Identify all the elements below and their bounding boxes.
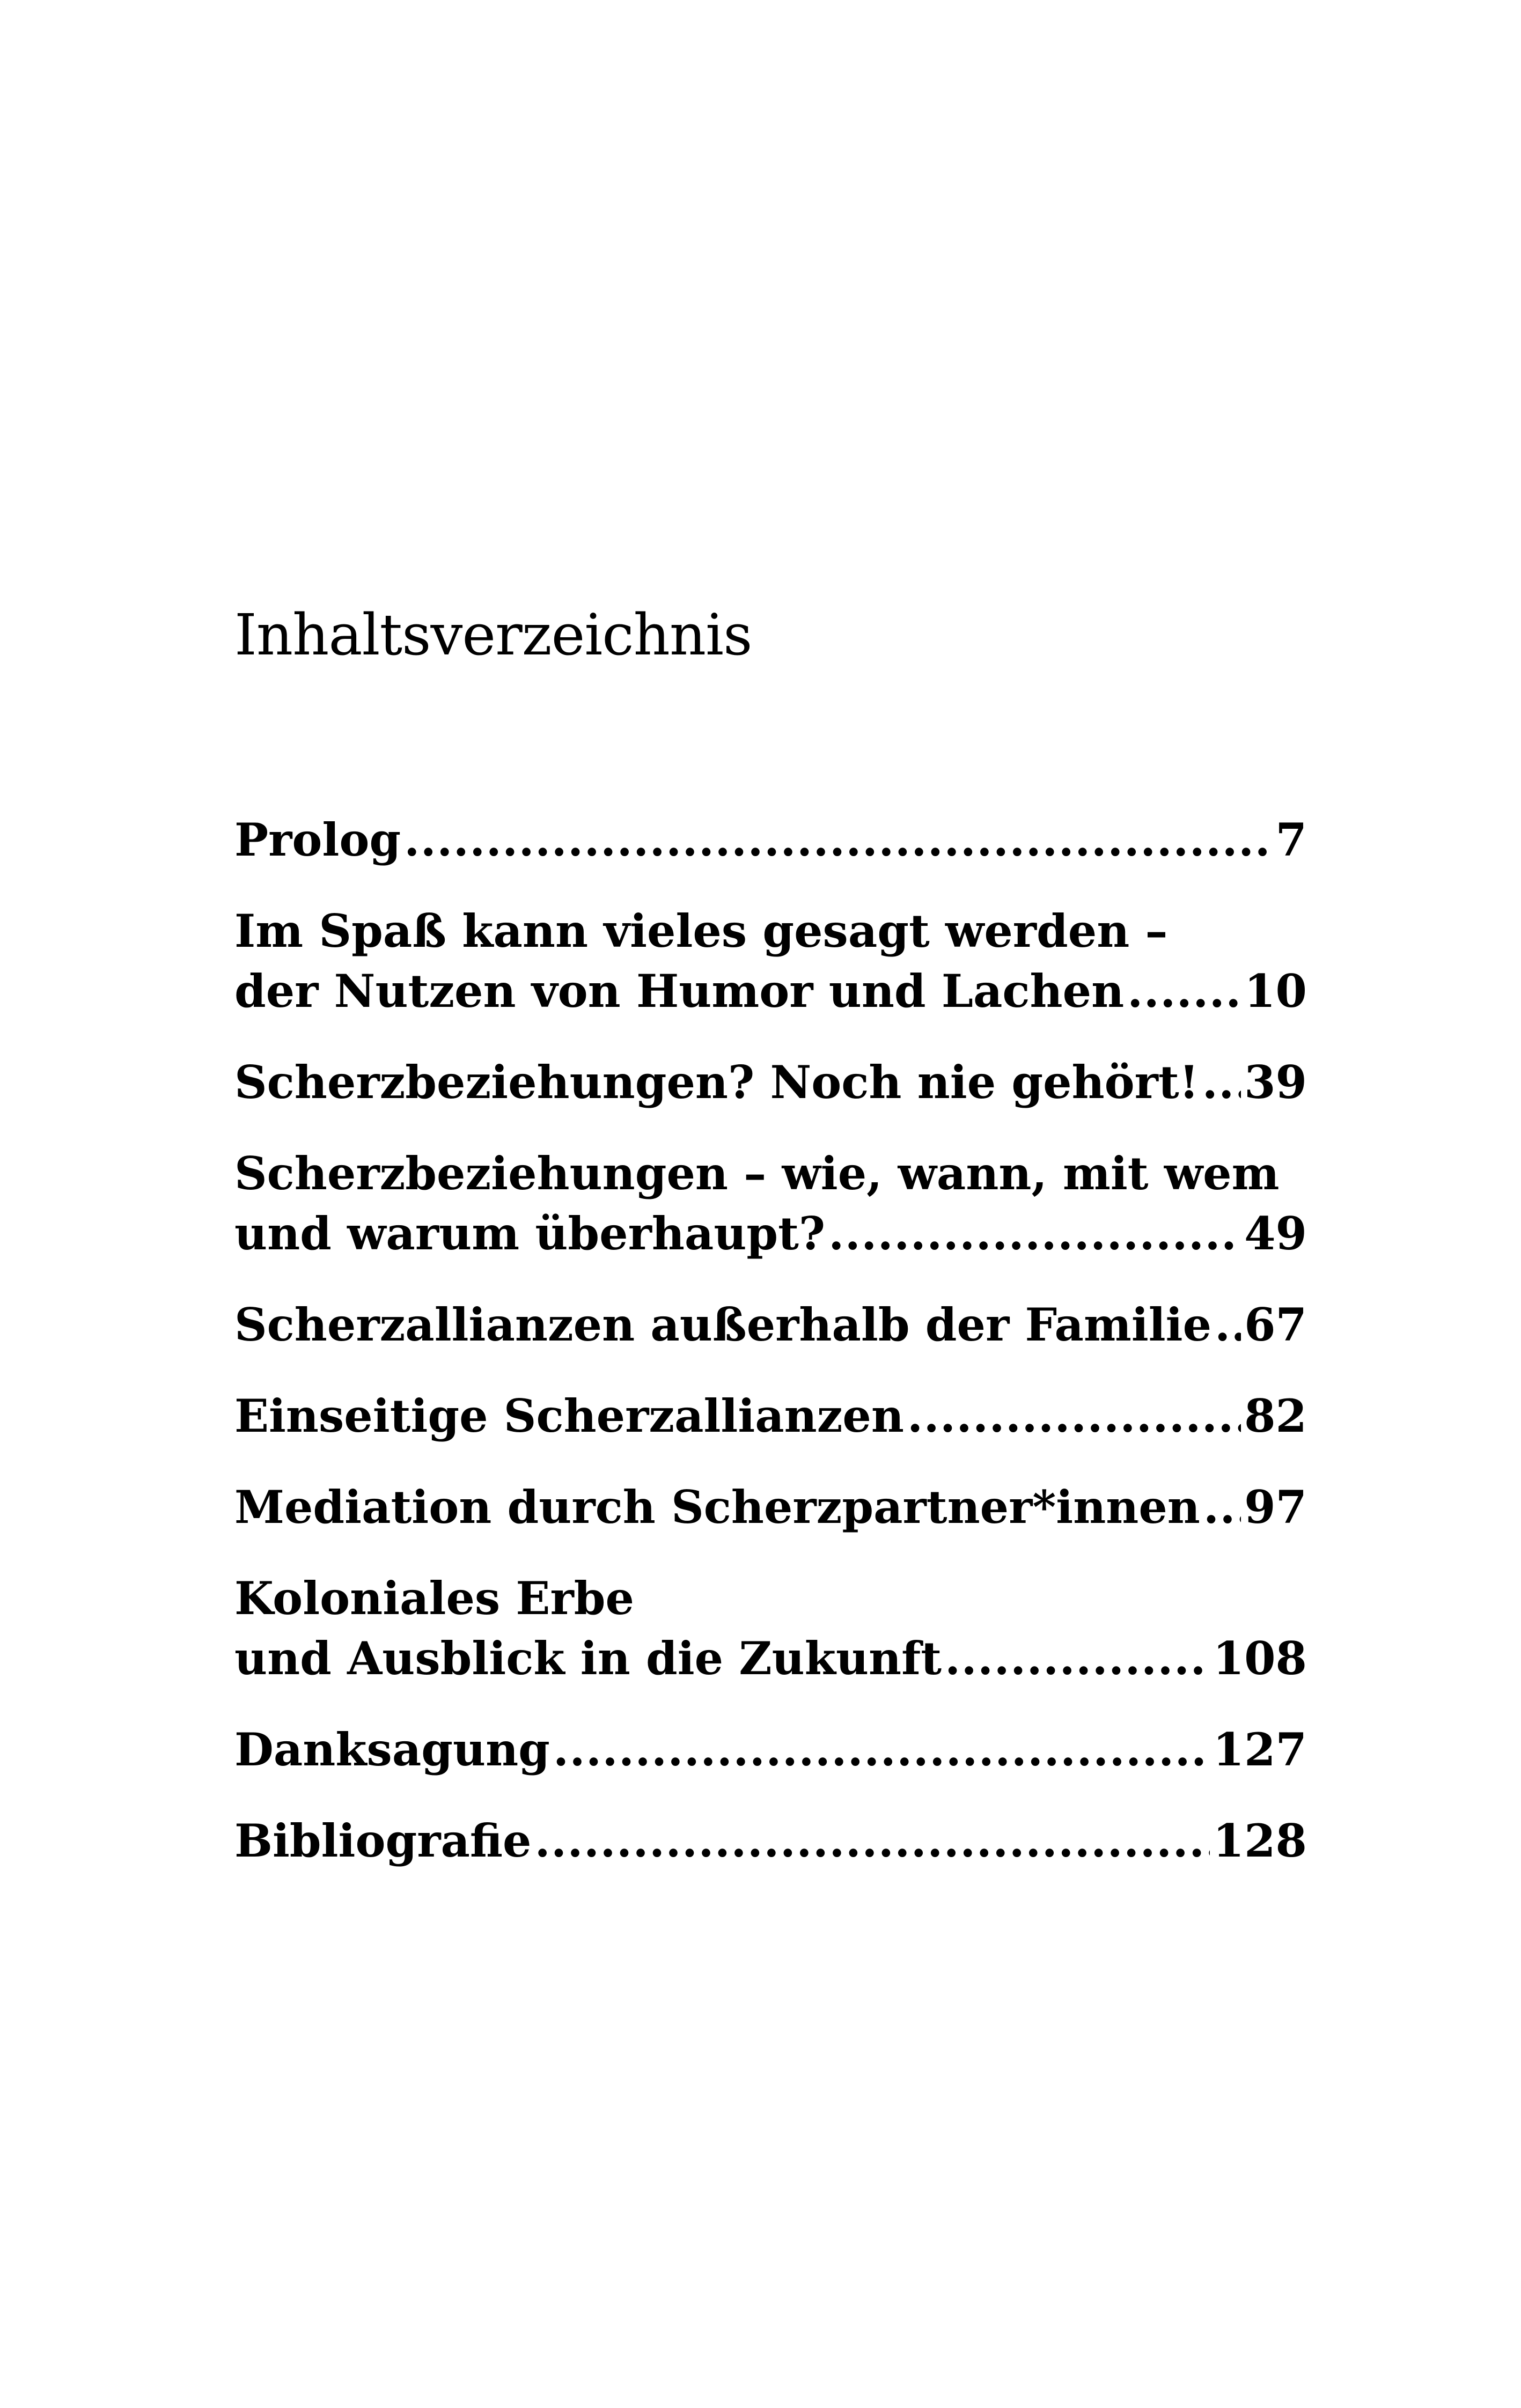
toc-entry-line: [234, 1052, 1307, 1113]
toc-entry-noch-nie-gehoert: [234, 1052, 1307, 1113]
toc-entry-prolog: [234, 810, 1307, 870]
dot-leader: [404, 810, 1272, 870]
toc-entry-danksagung: [234, 1720, 1307, 1780]
toc-entry-title: Einseitige Scherzallianzen: [234, 1389, 904, 1442]
toc-page-number: 108: [1213, 1632, 1307, 1685]
dot-leader: [907, 1386, 1241, 1446]
toc-entry-line: [234, 1720, 1307, 1780]
toc-entry-title: und warum überhaupt?: [234, 1207, 826, 1260]
toc-page-number: 127: [1213, 1723, 1307, 1776]
dot-leader: [828, 1204, 1241, 1264]
toc-entry-line: [234, 961, 1307, 1021]
toc-page-number: 97: [1244, 1481, 1307, 1534]
dot-leader: [1203, 1477, 1241, 1537]
toc-page-number: 128: [1213, 1814, 1307, 1867]
toc-page-number: 67: [1244, 1298, 1307, 1351]
page-title: Inhaltsverzeichnis: [234, 602, 752, 668]
toc-entry-line: [234, 1629, 1307, 1689]
toc-entry-title: Bibliografie: [234, 1814, 532, 1867]
toc-entry-line: [234, 1386, 1307, 1446]
toc-entry-humor: [234, 901, 1307, 1021]
toc-entry-title: Prolog: [234, 813, 401, 866]
toc-entry-line: [234, 1204, 1307, 1264]
toc-entry-title: und Ausblick in die Zukunft: [234, 1632, 942, 1685]
toc-entry-bibliografie: [234, 1811, 1307, 1871]
toc-entry-einseitige: [234, 1386, 1307, 1446]
toc-entry-line: [234, 1295, 1307, 1355]
toc-entry-title: Scherzbeziehungen? Noch nie gehört!: [234, 1056, 1199, 1109]
dot-leader: [1215, 1295, 1241, 1355]
toc-entry-title: Scherzallianzen außerhalb der Familie: [234, 1298, 1212, 1351]
toc-page-number: 7: [1275, 813, 1307, 866]
dot-leader: [553, 1720, 1210, 1780]
toc-entry-ausserhalb-familie: [234, 1295, 1307, 1355]
toc-entry-title-line: Scherzbeziehungen – wie, wann, mit wem: [234, 1147, 1280, 1200]
table-of-contents: [234, 810, 1307, 1902]
toc-entry-line: [234, 810, 1307, 870]
toc-page-number: 82: [1244, 1389, 1307, 1442]
toc-page-number: 49: [1244, 1207, 1307, 1260]
toc-entry-koloniales-erbe: [234, 1568, 1307, 1689]
toc-entry-title: Danksagung: [234, 1723, 550, 1776]
dot-leader: [1127, 961, 1241, 1021]
toc-entry-line: [234, 1811, 1307, 1871]
dot-leader: [1202, 1052, 1241, 1113]
toc-entry-title: der Nutzen von Humor und Lachen: [234, 964, 1125, 1018]
toc-entry-title: Mediation durch Scherzpartner*innen: [234, 1481, 1200, 1534]
dot-leader: [534, 1811, 1209, 1871]
toc-entry-title-line: Koloniales Erbe: [234, 1572, 634, 1625]
toc-entry-wie-wann: [234, 1144, 1307, 1264]
toc-entry-title-line: Im Spaß kann vieles gesagt werden –: [234, 904, 1168, 958]
toc-entry-line: [234, 1477, 1307, 1537]
toc-entry-mediation: [234, 1477, 1307, 1537]
toc-page-number: 10: [1244, 964, 1307, 1018]
toc-page-number: 39: [1244, 1056, 1307, 1109]
dot-leader: [945, 1629, 1210, 1689]
